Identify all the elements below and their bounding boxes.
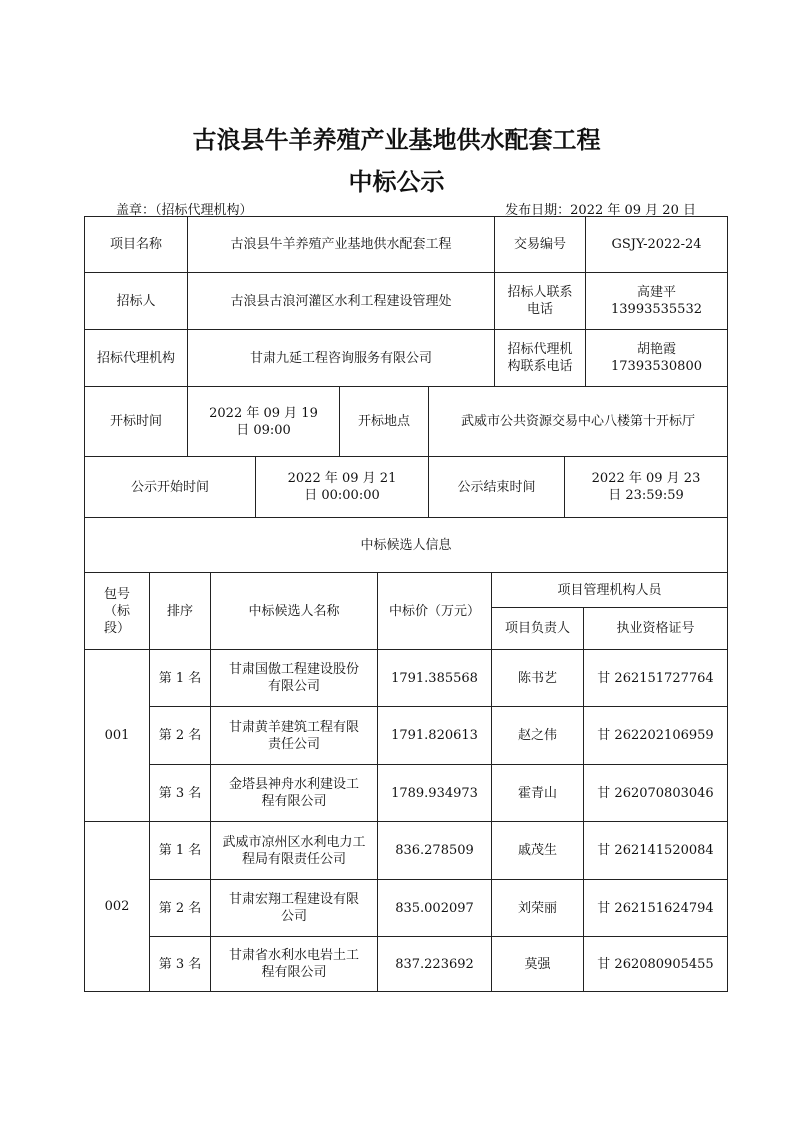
document-title: 古浪县牛羊养殖产业基地供水配套工程 — [192, 126, 601, 154]
bid-price: 837.223692 — [378, 937, 492, 992]
project-leader: 刘荣丽 — [492, 880, 584, 937]
agency-contact-label: 招标代理机构联系电话 — [495, 330, 586, 387]
tenderer: 古浪县古浪河灌区水利工程建设管理处 — [188, 273, 495, 330]
candidate-name: 甘肃国傲工程建设股份有限公司 — [211, 650, 378, 707]
candidate-name: 武威市凉州区水利电力工程局有限责任公司 — [211, 822, 378, 880]
open-time-label: 开标时间 — [85, 387, 188, 457]
project-name: 古浪县牛羊养殖产业基地供水配套工程 — [188, 217, 495, 273]
candidate-name: 甘肃宏翔工程建设有限公司 — [211, 880, 378, 937]
bid-price: 835.002097 — [378, 880, 492, 937]
notice-table — [84, 216, 728, 992]
cert-number: 甘 262070803046 — [584, 765, 728, 822]
rank-cell: 第 1 名 — [150, 650, 211, 707]
rank-header: 排序 — [150, 573, 211, 650]
agency-contact: 胡艳霞 17393530800 — [586, 330, 728, 387]
agency-label: 招标代理机构 — [85, 330, 188, 387]
rank-cell: 第 2 名 — [150, 880, 211, 937]
notice-end: 2022 年 09 月 23 日 23:59:59 — [565, 457, 728, 518]
notice-start-label: 公示开始时间 — [85, 457, 256, 518]
cert-header: 执业资格证号 — [584, 608, 728, 650]
tenderer-contact: 高建平 13993535532 — [586, 273, 728, 330]
leader-header: 项目负责人 — [492, 608, 584, 650]
cert-number: 甘 262141520084 — [584, 822, 728, 880]
open-place: 武威市公共资源交易中心八楼第十开标厅 — [429, 387, 728, 457]
bid-price: 836.278509 — [378, 822, 492, 880]
bid-price: 1791.385568 — [378, 650, 492, 707]
mgmt-header: 项目管理机构人员 — [492, 573, 728, 608]
rank-cell: 第 3 名 — [150, 765, 211, 822]
tenderer-contact-label: 招标人联系电话 — [495, 273, 586, 330]
trade-no: GSJY-2022-24 — [586, 217, 728, 273]
name-header: 中标候选人名称 — [211, 573, 378, 650]
document-subtitle: 中标公示 — [348, 168, 445, 196]
publish-date: 发布日期：2022 年 09 月 20 日 — [505, 203, 696, 218]
candidate-name: 甘肃黄羊建筑工程有限责任公司 — [211, 707, 378, 765]
candidates-header: 中标候选人信息 — [85, 518, 728, 573]
price-header: 中标价（万元） — [378, 573, 492, 650]
cert-number: 甘 262202106959 — [584, 707, 728, 765]
project-leader: 戚茂生 — [492, 822, 584, 880]
bid-price: 1789.934973 — [378, 765, 492, 822]
cert-number: 甘 262080905455 — [584, 937, 728, 992]
bid-price: 1791.820613 — [378, 707, 492, 765]
package-id: 001 — [85, 650, 150, 822]
notice-start: 2022 年 09 月 21 日 00:00:00 — [256, 457, 429, 518]
project-leader: 霍青山 — [492, 765, 584, 822]
project-leader: 陈书艺 — [492, 650, 584, 707]
package-id: 002 — [85, 822, 150, 992]
project-leader: 赵之伟 — [492, 707, 584, 765]
tenderer-label: 招标人 — [85, 273, 188, 330]
cert-number: 甘 262151727764 — [584, 650, 728, 707]
open-place-label: 开标地点 — [340, 387, 429, 457]
rank-cell: 第 1 名 — [150, 822, 211, 880]
rank-cell: 第 3 名 — [150, 937, 211, 992]
rank-cell: 第 2 名 — [150, 707, 211, 765]
notice-end-label: 公示结束时间 — [429, 457, 565, 518]
cert-number: 甘 262151624794 — [584, 880, 728, 937]
project-leader: 莫强 — [492, 937, 584, 992]
candidate-name: 甘肃省水利水电岩土工程有限公司 — [211, 937, 378, 992]
package-header: 包号（标段） — [85, 573, 150, 650]
agency: 甘肃九延工程咨询服务有限公司 — [188, 330, 495, 387]
trade-no-label: 交易编号 — [495, 217, 586, 273]
seal-label: 盖章：（招标代理机构） — [116, 203, 253, 218]
open-time: 2022 年 09 月 19 日 09:00 — [188, 387, 340, 457]
candidate-name: 金塔县神舟水利建设工程有限公司 — [211, 765, 378, 822]
project-name-label: 项目名称 — [85, 217, 188, 273]
